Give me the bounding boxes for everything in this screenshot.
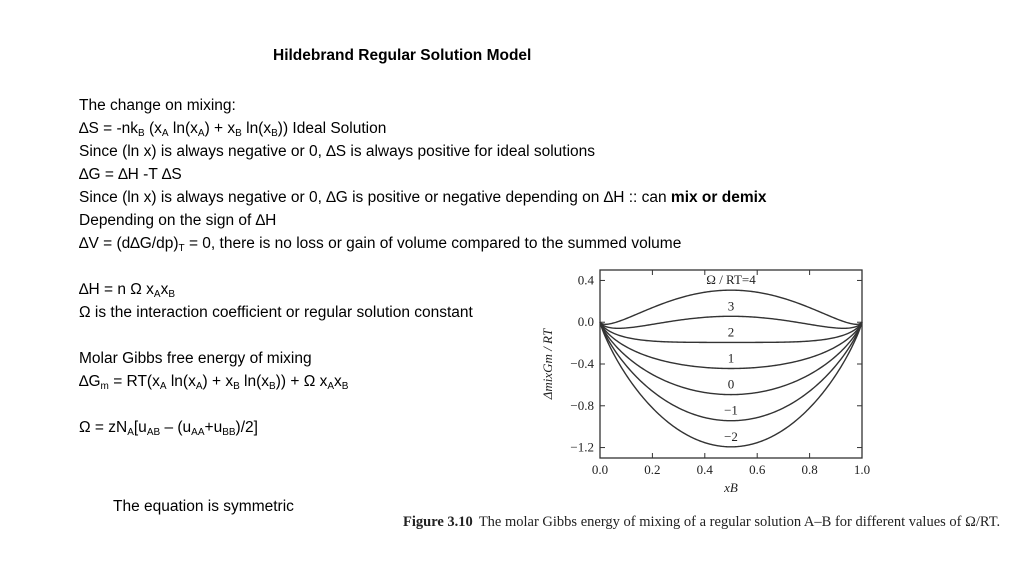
subscript: A	[327, 381, 335, 392]
text-segment: )) Ideal Solution	[277, 120, 387, 137]
text-segment: ∆G = ∆H -T ∆S	[79, 166, 182, 183]
slide-title: Hildebrand Regular Solution Model	[273, 47, 532, 64]
text-segment: ∆G	[79, 373, 101, 390]
line-gibbs-note	[79, 188, 767, 208]
subscript: BB	[222, 427, 236, 438]
subscript: A	[127, 427, 134, 438]
subscript: B	[269, 381, 276, 392]
curve-label: 0	[727, 376, 735, 392]
subscript: A	[161, 128, 169, 139]
x-tick-label: 1.0	[853, 462, 871, 477]
text-segment: )/2]	[235, 419, 258, 436]
text-segment: ln(x	[166, 373, 196, 390]
text-segment: ∆H = n Ω x	[79, 281, 154, 298]
line-molar-gibbs-equation	[79, 372, 348, 392]
y-tick-label: −0.4	[570, 356, 594, 371]
subscript: B	[271, 128, 278, 139]
subscript: A	[153, 289, 161, 300]
x-tick-label: 0.4	[696, 462, 713, 477]
line-entropy-note	[79, 142, 595, 162]
gibbs-mixing-chart	[530, 262, 890, 498]
curve-label: 2	[727, 324, 735, 340]
subscript: B	[138, 128, 145, 139]
line-volume-equation	[79, 234, 681, 254]
text-segment: Ω is the interaction coefficient or regular solution constant	[79, 304, 473, 321]
text-segment: Ω = zN	[79, 419, 128, 436]
text-segment: Since (ln x) is always negative or 0, ∆S is always positive for ideal solutions	[79, 143, 596, 160]
line-omega-equation	[79, 418, 258, 438]
subscript: T	[178, 243, 185, 254]
curve-label: 1	[727, 350, 735, 366]
line-change-on-mixing	[79, 96, 236, 116]
text-segment: +u	[204, 419, 223, 436]
y-tick-label: −1.2	[570, 439, 594, 455]
curve-label: −2	[724, 428, 738, 444]
caption-text: The molar Gibbs energy of mixing of a regular solution A–B for different values of Ω/RT.	[478, 514, 1001, 530]
symmetry-note: The equation is symmetric	[113, 498, 294, 515]
x-tick-label: 0.2	[644, 462, 661, 477]
subscript: A	[197, 128, 205, 139]
text-segment: Depending on the sign of ∆H	[79, 212, 277, 229]
text-segment: The change on mixing:	[79, 97, 236, 114]
text-segment: [u	[133, 419, 147, 436]
text-segment: ln(x	[239, 373, 270, 390]
figure-number: Figure 3.10	[403, 514, 473, 530]
subscript: B	[233, 381, 240, 392]
text-segment: ) + x	[204, 120, 236, 137]
text-segment: ln(x	[241, 120, 272, 137]
text-segment: x	[160, 281, 169, 298]
text-segment: (x	[144, 120, 162, 137]
line-entropy-equation	[79, 119, 386, 139]
x-tick-label: 0.0	[591, 462, 609, 477]
subscript: m	[100, 381, 109, 392]
curve-label: 3	[727, 298, 735, 314]
text-segment: – (u	[160, 419, 192, 436]
text-segment: = 0, there is no loss or gain of volume compared to the summed volume	[184, 235, 682, 252]
x-tick-label: 0.8	[801, 462, 818, 477]
text-segment: = RT(x	[108, 373, 160, 390]
text-segment: ln(x	[168, 120, 198, 137]
subscript: AB	[146, 427, 161, 438]
subscript: AA	[191, 427, 205, 438]
text-segment: Since (ln x) is always negative or 0, ∆G is positive or negative depending on ∆H :: can	[79, 189, 671, 206]
text-segment: ) + x	[202, 373, 234, 390]
line-molar-gibbs-label	[79, 349, 312, 369]
text-segment: x	[334, 373, 342, 390]
x-tick-label: 0.6	[749, 462, 766, 477]
subscript: A	[159, 381, 167, 392]
bold-text: mix or demix	[670, 189, 767, 206]
y-axis-label: ΔmixGm / RT	[540, 328, 555, 400]
text-segment: Molar Gibbs free energy of mixing	[79, 350, 312, 367]
curve-label: −1	[724, 402, 738, 418]
line-gibbs-equation	[79, 165, 182, 185]
text-segment: )) + Ω x	[275, 373, 328, 390]
line-enthalpy-equation	[79, 280, 175, 300]
subscript: B	[168, 289, 176, 300]
text-segment: ∆S = -nk	[79, 120, 139, 137]
subscript: A	[195, 381, 203, 392]
curve-label: Ω / RT=4	[706, 272, 756, 288]
subscript: B	[235, 128, 242, 139]
x-axis-label: xB	[724, 480, 738, 495]
figure-caption	[403, 512, 1018, 532]
y-tick-label: 0.0	[577, 314, 594, 330]
subscript: B	[341, 381, 349, 392]
line-sign-note	[79, 211, 276, 231]
y-tick-label: 0.4	[577, 272, 594, 288]
line-omega-definition	[79, 303, 473, 323]
y-tick-label: −0.8	[570, 397, 594, 413]
text-segment: ∆V = (d∆G/dp)	[79, 235, 179, 252]
